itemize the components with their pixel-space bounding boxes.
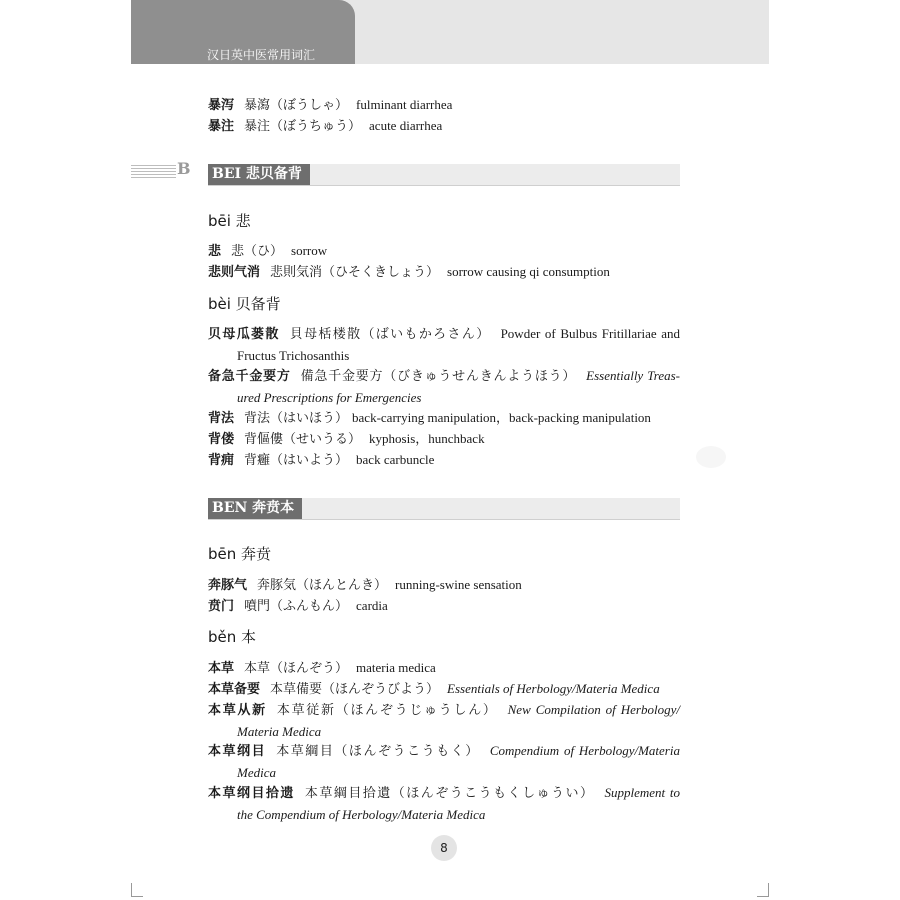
dictionary-entry — [208, 365, 680, 408]
entry-english-term: kyphosis，hunchback — [369, 431, 485, 446]
entry-chinese-term: 本草纲目拾遗 — [208, 786, 295, 801]
dictionary-entry — [208, 657, 680, 679]
section-heading: BEN 奔贲本 — [208, 498, 302, 519]
dictionary-entry — [208, 449, 680, 471]
entry-english-continuation: Medica — [237, 765, 276, 780]
entry-chinese-term: 本草备要 — [208, 682, 261, 697]
dictionary-entry — [208, 261, 680, 283]
entry-chinese-term: 本草纲目 — [208, 744, 267, 759]
entry-chinese-term: 悲 — [208, 244, 222, 259]
crop-mark — [131, 883, 132, 897]
entry-japanese-term: 貝母栝楼散（ばいもかろさん） — [289, 327, 491, 342]
crop-mark — [757, 896, 769, 897]
page-number: 8 — [431, 835, 457, 861]
entry-english-term: sorrow causing qi consumption — [447, 264, 610, 279]
pinyin-heading: bèi 贝备背 — [208, 295, 281, 313]
entry-japanese-term: 本草備要（ほんぞうびよう） — [270, 682, 440, 697]
entry-chinese-term: 悲则气消 — [208, 265, 261, 280]
dictionary-entry — [208, 595, 680, 617]
entry-english-term: sorrow — [291, 243, 328, 258]
entry-japanese-term: 暴瀉（ぼうしゃ） — [244, 98, 349, 113]
section-letter-rule — [131, 165, 176, 179]
faded-watermark — [696, 446, 726, 468]
pinyin-heading: bēi 悲 — [208, 212, 251, 230]
entry-japanese-term: 暴注（ぼうちゅう） — [244, 119, 362, 134]
section-heading-bar — [208, 164, 680, 186]
entry-english-continuation: Fructus Trichosanthis — [237, 348, 350, 363]
entry-chinese-term: 奔豚气 — [208, 578, 248, 593]
entry-english-term: New Compilation of Herbology/ — [507, 702, 680, 717]
entry-chinese-term: 背法 — [208, 411, 235, 426]
dictionary-entry — [208, 94, 680, 116]
entry-chinese-term: 本草从新 — [208, 703, 267, 718]
entry-chinese-term: 贝母瓜蒌散 — [208, 327, 280, 342]
running-header-title: 汉日英中医常用词汇 — [207, 48, 316, 62]
entry-english-term: materia medica — [356, 660, 436, 675]
entry-japanese-term: 本草綱目拾遺（ほんぞうこうもくしゅうい） — [304, 786, 595, 801]
pinyin-heading: běn 本 — [208, 628, 257, 646]
entry-chinese-term: 暴注 — [208, 119, 235, 134]
entry-english-term: back carbuncle — [356, 452, 435, 467]
entry-english-term: cardia — [356, 598, 388, 613]
dictionary-entry — [208, 323, 680, 366]
entry-english-term: Essentially Treas- — [586, 368, 680, 383]
dictionary-entry — [208, 782, 680, 825]
section-letter: B — [177, 159, 191, 178]
crop-mark — [768, 883, 769, 897]
entry-japanese-term: 噴門（ふんもん） — [244, 599, 349, 614]
entry-english-term: Compendium of Herbology/Materia — [489, 743, 680, 758]
dictionary-entry — [208, 699, 680, 742]
entry-japanese-term: 悲（ひ） — [231, 244, 284, 259]
entry-english-term: Essentials of Herbology/Materia Medica — [447, 681, 660, 696]
dictionary-entry — [208, 240, 680, 262]
entry-chinese-term: 贲门 — [208, 599, 235, 614]
entry-english-term: Powder of Bulbus Fritillariae and — [500, 326, 680, 341]
entry-japanese-term: 本草綱目（ほんぞうこうもく） — [276, 744, 480, 759]
entry-japanese-term: 悲則気消（ひそくきしょう） — [270, 265, 440, 280]
dictionary-entry — [208, 740, 680, 783]
dictionary-entry — [208, 428, 680, 450]
dictionary-entry — [208, 678, 680, 700]
entry-japanese-term: 本草（ほんぞう） — [244, 661, 349, 676]
entry-japanese-term: 背法（はいほう） — [244, 411, 349, 426]
entry-english-term: Supplement to — [604, 785, 680, 800]
entry-english-continuation: Materia Medica — [237, 724, 322, 739]
entry-english-term: fulminant diarrhea — [356, 97, 453, 112]
entry-english-continuation: the Compendium of Herbology/Materia Medica — [237, 807, 486, 822]
crop-mark — [131, 896, 143, 897]
entry-japanese-term: 備急千金要方（びきゅうせんきんようほう） — [300, 369, 577, 384]
entry-japanese-term: 本草従新（ほんぞうじゅうしん） — [276, 703, 498, 718]
entry-japanese-term: 背癰（はいよう） — [244, 453, 349, 468]
dictionary-entry — [208, 407, 680, 429]
entry-japanese-term: 背傴僂（せいうる） — [244, 432, 362, 447]
entry-japanese-term: 奔豚気（ほんとんき） — [257, 578, 388, 593]
entry-chinese-term: 背痈 — [208, 453, 235, 468]
entry-chinese-term: 背偻 — [208, 432, 235, 447]
entry-chinese-term: 本草 — [208, 661, 235, 676]
entry-english-term: acute diarrhea — [369, 118, 443, 133]
section-heading-bar — [208, 498, 680, 520]
entry-chinese-term: 暴泻 — [208, 98, 235, 113]
dictionary-entry — [208, 115, 680, 137]
entry-english-term: back-carrying manipulation，back-packing manipulation — [352, 410, 651, 425]
pinyin-heading: bēn 奔贲 — [208, 545, 272, 563]
entry-chinese-term: 备急千金要方 — [208, 369, 291, 384]
section-heading: BEI 悲贝备背 — [208, 164, 310, 185]
entry-english-continuation: ured Prescriptions for Emergencies — [237, 390, 422, 405]
entry-english-term: running-swine sensation — [395, 577, 522, 592]
dictionary-entry — [208, 574, 680, 596]
